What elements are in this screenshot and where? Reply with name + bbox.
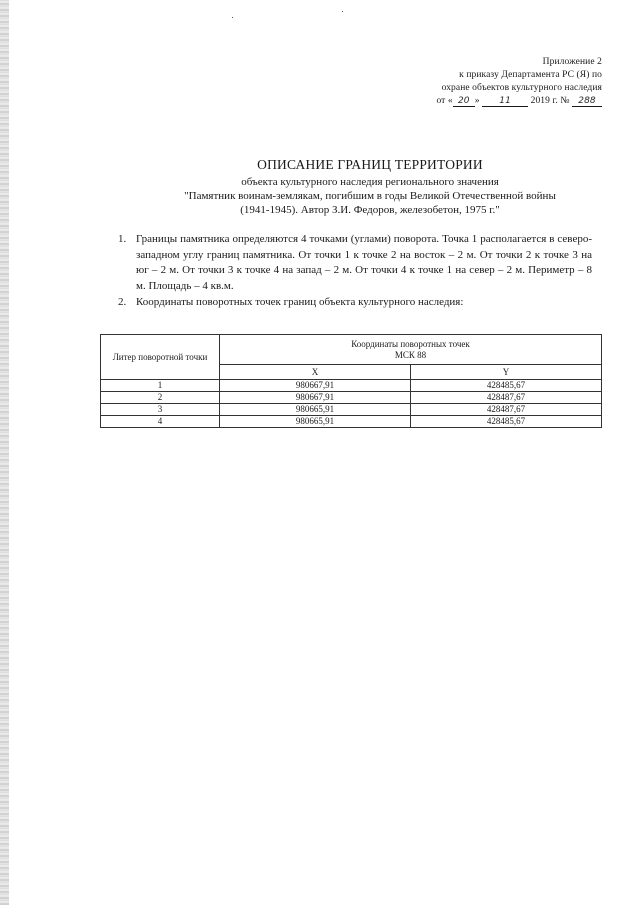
- cell-point: 1: [101, 380, 220, 392]
- appendix-line-2: к приказу Департамента РС (Я) по: [459, 70, 602, 80]
- cell-y: 428485,67: [410, 380, 601, 392]
- date-prefix: от «: [436, 96, 453, 106]
- list-item-text: Границы памятника определяются 4 точками (углами) поворота. Точка 1 располагается в северо-западном углу границ памятника. От точки 1 к точке 2 на восток – 2 м. От точки 2 к точке 3 на юг – 2 м. От точки 3 к точке 4 на запад – 2 м. От точки 4 к точке 1 на север – 2 м. Периметр – 8 м. Площадь – 4 кв.м.: [136, 233, 592, 292]
- cell-point: 3: [101, 404, 220, 416]
- list-item-text: Координаты поворотных точек границ объекта культурного наследия:: [136, 296, 464, 308]
- table-row: [101, 404, 602, 416]
- date-separator: »: [474, 96, 480, 106]
- header-coordinates: [220, 335, 602, 365]
- cell-x: 980667,91: [220, 380, 411, 392]
- scan-speck: [342, 11, 343, 12]
- appendix-line-3: охране объектов культурного наследия: [441, 83, 602, 93]
- header-x: X: [220, 365, 411, 380]
- appendix-line-1: Приложение 2: [542, 57, 602, 67]
- table-header-row: [101, 335, 602, 365]
- header-liter-text: Литер поворотной точки: [112, 351, 208, 362]
- cell-point: 2: [101, 392, 220, 404]
- cell-x: 980667,91: [220, 392, 411, 404]
- list-item-number: 2.: [118, 296, 127, 308]
- cell-x: 980665,91: [220, 416, 411, 428]
- title-subline-2: "Памятник воинам-землякам, погибшим в годы Великой Отечественной войны: [184, 190, 556, 202]
- order-number-handwritten: 288: [572, 96, 602, 107]
- cell-point: 4: [101, 416, 220, 428]
- cell-y: 428485,67: [410, 416, 601, 428]
- header-coordinates-line-1: Координаты поворотных точек: [351, 338, 470, 349]
- table-row: [101, 392, 602, 404]
- document-title: ОПИСАНИЕ ГРАНИЦ ТЕРРИТОРИИ: [257, 157, 483, 172]
- appendix-header: [412, 56, 602, 108]
- cell-y: 428487,67: [410, 392, 601, 404]
- list-item: [118, 295, 592, 311]
- date-month-handwritten: 11: [482, 96, 528, 107]
- scan-speck: [232, 17, 233, 18]
- date-day-handwritten: 20: [453, 96, 475, 107]
- title-subline-1: объекта культурного наследия регионального значения: [241, 176, 499, 188]
- header-y: Y: [410, 365, 601, 380]
- list-item: [118, 232, 592, 294]
- cell-y: 428487,67: [410, 404, 601, 416]
- coordinates-table: [100, 334, 602, 428]
- appendix-dateline: [412, 95, 602, 108]
- numbered-list: [118, 232, 592, 312]
- header-liter: [101, 335, 220, 380]
- list-item-number: 1.: [118, 233, 127, 245]
- header-coordinates-line-2: МСК 88: [394, 349, 427, 360]
- table-row: [101, 416, 602, 428]
- date-year: 2019 г. №: [530, 96, 570, 106]
- document-title-block: [150, 157, 590, 217]
- table-row: [101, 380, 602, 392]
- scan-edge-texture: [0, 0, 9, 905]
- title-subline-3: (1941-1945). Автор З.И. Федоров, железобетон, 1975 г.": [240, 204, 500, 216]
- cell-x: 980665,91: [220, 404, 411, 416]
